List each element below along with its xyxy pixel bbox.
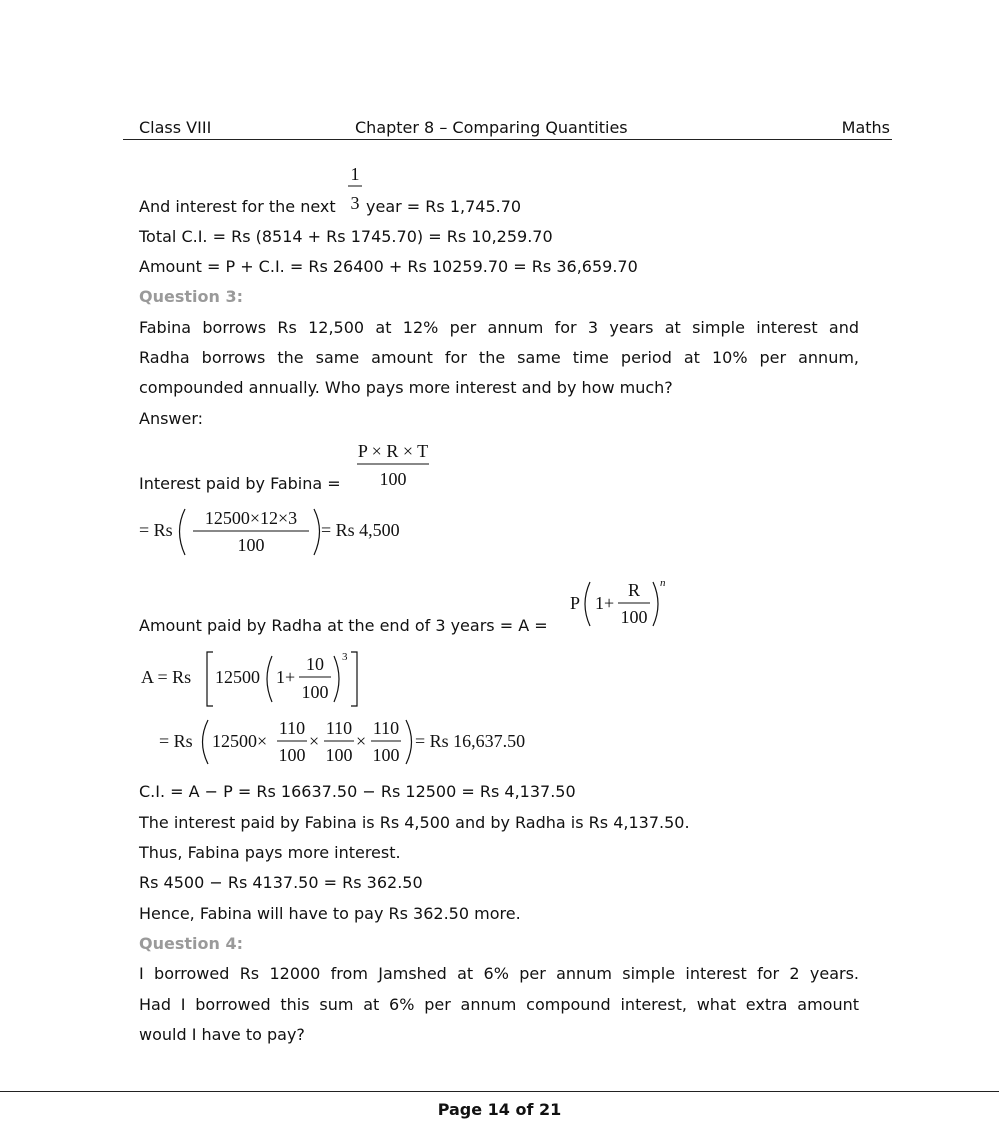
footer-rule: [0, 1091, 999, 1092]
si-calculation: [139, 505, 429, 561]
total-ci-line: Total C.I. = Rs (8514 + Rs 1745.70) = Rs 10,259.70: [139, 227, 553, 246]
si-formula-den: 100: [379, 469, 407, 489]
ci-line: C.I. = A − P = Rs 16637.50 − Rs 12500 = Rs 4,137.50: [139, 782, 576, 801]
a-eq-num: 10: [306, 654, 324, 674]
header-class: Class VIII: [139, 118, 212, 137]
question-4-text-1: I borrowed Rs 12000 from Jamshed at 6% per annum simple interest for 2 years.: [139, 964, 859, 983]
question-4-title: Question 4:: [139, 934, 243, 953]
header-subject: Maths: [841, 118, 890, 137]
a-calc-principal: 12500×: [212, 731, 268, 751]
a-calc-prefix: = Rs: [159, 731, 193, 751]
ci-formula-p: P: [570, 593, 581, 613]
a-eq-exp: 3: [342, 651, 348, 663]
si-formula-num: P × R × T: [357, 441, 429, 461]
a-calc-num3: 110: [372, 718, 400, 738]
question-4-text-3: would I have to pay?: [139, 1025, 305, 1044]
a-calc-times2: ×: [356, 731, 367, 751]
interest-compare-line: The interest paid by Fabina is Rs 4,500 and by Radha is Rs 4,137.50.: [139, 813, 690, 832]
a-eq-prefix: A = Rs: [141, 667, 192, 687]
a-calc-den3: 100: [372, 745, 400, 765]
next-year-line: [139, 197, 336, 217]
ci-formula-exp: n: [660, 577, 666, 589]
a-calc-den1: 100: [278, 745, 306, 765]
si-calc-prefix: = Rs: [139, 520, 173, 540]
thus-line: Thus, Fabina pays more interest.: [139, 843, 401, 862]
a-calculation: [159, 714, 559, 770]
ci-formula-den: 100: [620, 607, 648, 627]
next-year-frac-num: 1: [350, 164, 360, 184]
a-eq-one: 1+: [276, 667, 296, 687]
a-calc-num1: 110: [278, 718, 306, 738]
a-eq-principal: 12500: [215, 667, 260, 687]
interest-fabina-label: Interest paid by Fabina =: [139, 474, 341, 493]
question-3-title: Question 3:: [139, 287, 243, 306]
answer-label: Answer:: [139, 409, 204, 428]
si-calc-den: 100: [237, 535, 265, 555]
a-calc-result: = Rs 16,637.50: [415, 731, 526, 751]
a-calc-num2: 110: [325, 718, 353, 738]
a-equation: [139, 648, 369, 710]
a-calc-den2: 100: [325, 745, 353, 765]
next-year-fraction: [345, 160, 365, 220]
ci-formula: [570, 576, 670, 632]
difference-line: Rs 4500 − Rs 4137.50 = Rs 362.50: [139, 873, 423, 892]
header-chapter: Chapter 8 – Comparing Quantities: [355, 118, 628, 137]
si-formula: [355, 440, 431, 492]
hence-line: Hence, Fabina will have to pay Rs 362.50 more.: [139, 904, 521, 923]
next-year-prefix: And interest for the next: [139, 197, 336, 216]
question-3-text-2: Radha borrows the same amount for the same time period at 10% per annum,: [139, 348, 859, 367]
amount-line: Amount = P + C.I. = Rs 26400 + Rs 10259.70 = Rs 36,659.70: [139, 257, 638, 276]
ci-formula-num: R: [627, 580, 641, 600]
question-3-text-3: compounded annually. Who pays more interest and by how much?: [139, 378, 673, 397]
next-year-frac-den: 3: [350, 193, 360, 213]
ci-formula-one: 1+: [595, 593, 615, 613]
question-4-text-2: Had I borrowed this sum at 6% per annum compound interest, what extra amount: [139, 995, 859, 1014]
question-3-text-1: Fabina borrows Rs 12,500 at 12% per annum for 3 years at simple interest and: [139, 318, 859, 337]
a-calc-times1: ×: [309, 731, 320, 751]
amount-radha-label: Amount paid by Radha at the end of 3 years = A =: [139, 616, 548, 635]
a-eq-den: 100: [301, 682, 329, 702]
page-number: Page 14 of 21: [437, 1100, 562, 1119]
next-year-suffix: year = Rs 1,745.70: [366, 197, 522, 216]
si-calc-result: = Rs 4,500: [321, 520, 400, 540]
header-rule: [123, 139, 892, 140]
si-calc-num: 12500×12×3: [204, 508, 298, 528]
